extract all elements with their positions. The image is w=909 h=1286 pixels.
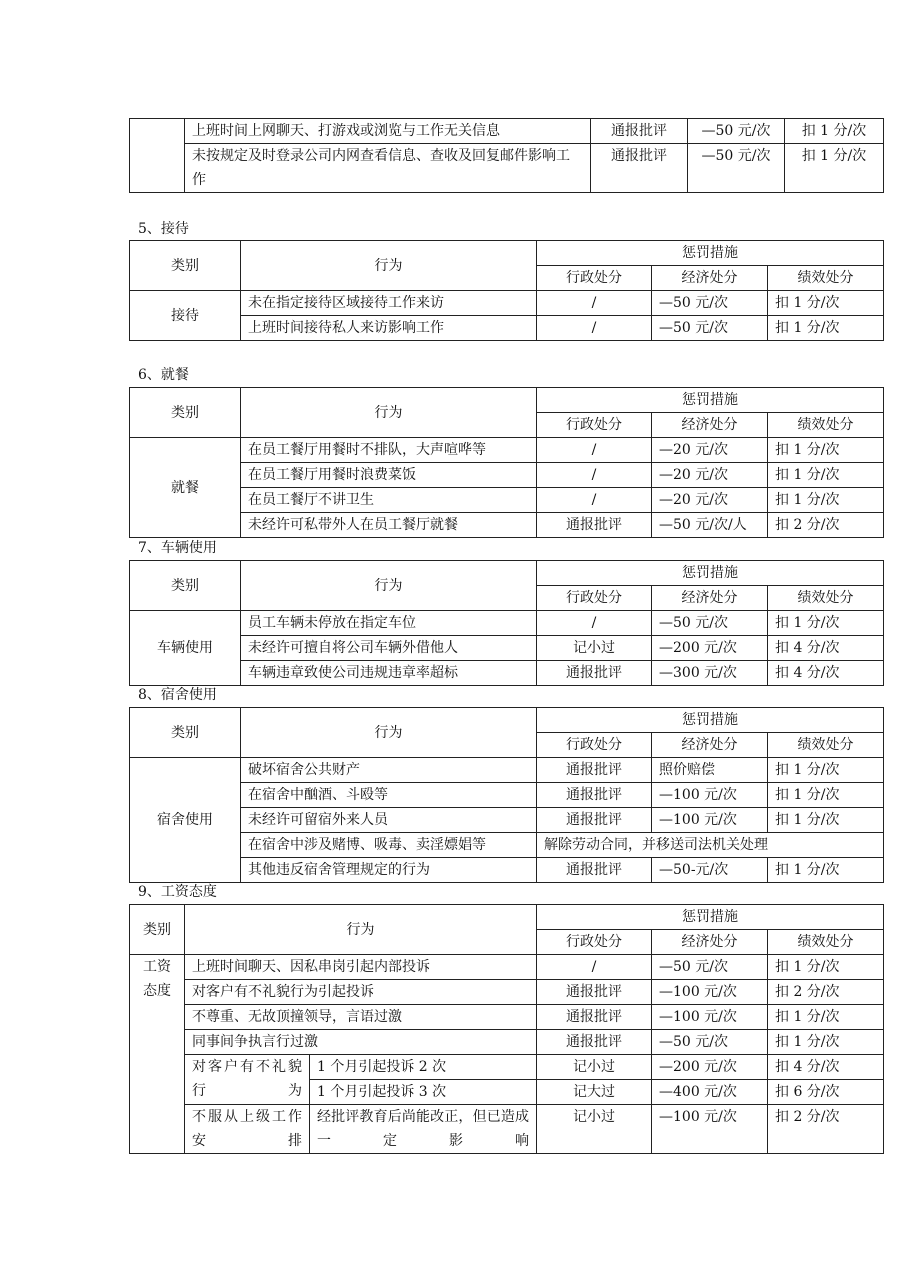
perf-cell: 扣 1 分/次: [785, 144, 884, 193]
table-row: [130, 144, 884, 193]
perf-cell: 扣 1 分/次: [768, 463, 884, 488]
table-row: [130, 119, 884, 144]
perf-cell: 扣 1 分/次: [768, 1005, 884, 1030]
header-behavior: 行为: [185, 905, 537, 955]
section-title-5: 5、接待: [138, 221, 189, 237]
behavior-cell: 对客户有不礼貌行为引起投诉: [185, 980, 537, 1005]
section-title-8: 8、宿舍使用: [138, 687, 217, 703]
header-behavior: 行为: [241, 561, 537, 611]
perf-cell: 扣 1 分/次: [785, 119, 884, 144]
econ-cell: —200 元/次: [652, 1055, 768, 1080]
header-admin: 行政处分: [537, 586, 652, 611]
table-row: [130, 955, 884, 980]
table-row: [130, 316, 884, 341]
econ-cell: —100 元/次: [652, 1005, 768, 1030]
table-row: [130, 833, 884, 858]
table-row: [130, 1030, 884, 1055]
behavior-cell: 在宿舍中涉及赌博、吸毒、卖淫嫖娼等: [241, 833, 537, 858]
behavior-cell: 在宿舍中酗酒、斗殴等: [241, 783, 537, 808]
perf-cell: 扣 1 分/次: [768, 758, 884, 783]
econ-cell: —50 元/次: [652, 611, 768, 636]
header-perf: 绩效处分: [768, 266, 884, 291]
admin-cell: 通报批评: [591, 119, 688, 144]
table-row: [130, 611, 884, 636]
table-vehicle: [129, 560, 884, 686]
perf-cell: 扣 1 分/次: [768, 438, 884, 463]
table-row: [130, 783, 884, 808]
header-behavior: 行为: [241, 388, 537, 438]
behavior-cell: 1 个月引起投诉 2 次: [310, 1055, 537, 1080]
category-cell: [130, 119, 185, 193]
econ-cell: —100 元/次: [652, 808, 768, 833]
header-perf: 绩效处分: [768, 413, 884, 438]
behavior-cell: 车辆违章致使公司违规违章率超标: [241, 661, 537, 686]
econ-cell: —50 元/次: [652, 1030, 768, 1055]
econ-cell: —50 元/次: [652, 291, 768, 316]
perf-cell: 扣 4 分/次: [768, 661, 884, 686]
subgroup-label-cell: 对客户有不礼貌行为: [185, 1055, 310, 1105]
header-admin: 行政处分: [537, 266, 652, 291]
admin-cell: /: [537, 488, 652, 513]
behavior-cell: 经批评教育后尚能改正，但已造成一定影响: [310, 1105, 537, 1154]
admin-cell: 记小过: [537, 1105, 652, 1154]
econ-cell: —200 元/次: [652, 636, 768, 661]
behavior-cell: 在员工餐厅不讲卫生: [241, 488, 537, 513]
category-cell: 工资态度: [130, 955, 185, 1154]
header-econ: 经济处分: [652, 266, 768, 291]
econ-cell: —20 元/次: [652, 463, 768, 488]
merged-penalty-cell: 解除劳动合同，并移送司法机关处理: [537, 833, 884, 858]
behavior-cell: 1 个月引起投诉 3 次: [310, 1080, 537, 1105]
header-behavior: 行为: [241, 241, 537, 291]
subgroup-label-cell: 不服从上级工作安排: [185, 1105, 310, 1154]
admin-cell: /: [537, 955, 652, 980]
table-row: [130, 488, 884, 513]
perf-cell: 扣 1 分/次: [768, 291, 884, 316]
econ-cell: —400 元/次: [652, 1080, 768, 1105]
behavior-cell: 员工车辆未停放在指定车位: [241, 611, 537, 636]
table-row: [130, 1105, 884, 1154]
table-dining: [129, 387, 884, 538]
table-top-continuation: [129, 118, 884, 193]
header-econ: 经济处分: [652, 586, 768, 611]
header-perf: 绩效处分: [768, 586, 884, 611]
econ-cell: —50 元/次: [688, 144, 785, 193]
econ-cell: 照价赔偿: [652, 758, 768, 783]
behavior-cell: 未经许可私带外人在员工餐厅就餐: [241, 513, 537, 538]
behavior-cell: 在员工餐厅用餐时浪费菜饭: [241, 463, 537, 488]
behavior-cell: 上班时间接待私人来访影响工作: [241, 316, 537, 341]
category-cell: 宿舍使用: [130, 758, 241, 883]
category-cell: 车辆使用: [130, 611, 241, 686]
table-work-attitude: [129, 904, 884, 1154]
header-penalty: 惩罚措施: [537, 241, 884, 266]
admin-cell: /: [537, 438, 652, 463]
table-row: [130, 463, 884, 488]
admin-cell: /: [537, 611, 652, 636]
admin-cell: 记大过: [537, 1080, 652, 1105]
header-penalty: 惩罚措施: [537, 561, 884, 586]
admin-cell: 记小过: [537, 1055, 652, 1080]
perf-cell: 扣 4 分/次: [768, 636, 884, 661]
header-admin: 行政处分: [537, 733, 652, 758]
perf-cell: 扣 1 分/次: [768, 808, 884, 833]
behavior-cell: 未经许可留宿外来人员: [241, 808, 537, 833]
perf-cell: 扣 2 分/次: [768, 1105, 884, 1154]
admin-cell: /: [537, 291, 652, 316]
perf-cell: 扣 1 分/次: [768, 1030, 884, 1055]
econ-cell: —20 元/次: [652, 438, 768, 463]
header-category: 类别: [130, 388, 241, 438]
header-admin: 行政处分: [537, 930, 652, 955]
econ-cell: —100 元/次: [652, 1105, 768, 1154]
behavior-cell: 其他违反宿舍管理规定的行为: [241, 858, 537, 883]
perf-cell: 扣 4 分/次: [768, 1055, 884, 1080]
header-row: [130, 241, 884, 266]
econ-cell: —50 元/次: [688, 119, 785, 144]
header-category: 类别: [130, 241, 241, 291]
perf-cell: 扣 2 分/次: [768, 980, 884, 1005]
behavior-cell: 在员工餐厅用餐时不排队，大声喧哗等: [241, 438, 537, 463]
perf-cell: 扣 2 分/次: [768, 513, 884, 538]
econ-cell: —50 元/次: [652, 955, 768, 980]
behavior-cell: 破坏宿舍公共财产: [241, 758, 537, 783]
header-econ: 经济处分: [652, 930, 768, 955]
header-category: 类别: [130, 905, 185, 955]
section-title-9: 9、工资态度: [138, 884, 217, 900]
header-row: [130, 388, 884, 413]
perf-cell: 扣 1 分/次: [768, 858, 884, 883]
table-row: [130, 291, 884, 316]
table-row: [130, 980, 884, 1005]
header-category: 类别: [130, 708, 241, 758]
header-perf: 绩效处分: [768, 733, 884, 758]
admin-cell: 通报批评: [537, 758, 652, 783]
behavior-cell: 上班时间聊天、因私串岗引起内部投诉: [185, 955, 537, 980]
perf-cell: 扣 1 分/次: [768, 955, 884, 980]
admin-cell: 通报批评: [537, 513, 652, 538]
admin-cell: 通报批评: [537, 783, 652, 808]
econ-cell: —20 元/次: [652, 488, 768, 513]
behavior-cell: 未经许可擅自将公司车辆外借他人: [241, 636, 537, 661]
econ-cell: —100 元/次: [652, 980, 768, 1005]
header-admin: 行政处分: [537, 413, 652, 438]
econ-cell: —300 元/次: [652, 661, 768, 686]
econ-cell: —100 元/次: [652, 783, 768, 808]
perf-cell: 扣 1 分/次: [768, 611, 884, 636]
perf-cell: 扣 6 分/次: [768, 1080, 884, 1105]
table-row: [130, 808, 884, 833]
table-row: [130, 1005, 884, 1030]
behavior-cell: 未按规定及时登录公司内网查看信息、查收及回复邮件影响工作: [185, 144, 591, 193]
perf-cell: 扣 1 分/次: [768, 488, 884, 513]
header-econ: 经济处分: [652, 413, 768, 438]
table-dormitory: [129, 707, 884, 883]
header-row: [130, 561, 884, 586]
header-row: [130, 708, 884, 733]
table-row: [130, 758, 884, 783]
category-cell: 接待: [130, 291, 241, 341]
table-row: [130, 858, 884, 883]
category-cell: 就餐: [130, 438, 241, 538]
admin-cell: 通报批评: [537, 1005, 652, 1030]
behavior-cell: 上班时间上网聊天、打游戏或浏览与工作无关信息: [185, 119, 591, 144]
table-row: [130, 438, 884, 463]
header-behavior: 行为: [241, 708, 537, 758]
header-penalty: 惩罚措施: [537, 708, 884, 733]
header-econ: 经济处分: [652, 733, 768, 758]
admin-cell: 通报批评: [537, 808, 652, 833]
behavior-cell: 不尊重、无故顶撞领导，言语过激: [185, 1005, 537, 1030]
admin-cell: 通报批评: [537, 1030, 652, 1055]
behavior-cell: 同事间争执言行过激: [185, 1030, 537, 1055]
table-reception: [129, 240, 884, 341]
econ-cell: —50 元/次/人: [652, 513, 768, 538]
header-row: [130, 905, 884, 930]
perf-cell: 扣 1 分/次: [768, 316, 884, 341]
section-title-7: 7、车辆使用: [138, 540, 217, 556]
header-perf: 绩效处分: [768, 930, 884, 955]
header-penalty: 惩罚措施: [537, 905, 884, 930]
admin-cell: 记小过: [537, 636, 652, 661]
table-row: [130, 1055, 884, 1080]
header-penalty: 惩罚措施: [537, 388, 884, 413]
section-title-6: 6、就餐: [138, 367, 189, 383]
perf-cell: 扣 1 分/次: [768, 783, 884, 808]
header-category: 类别: [130, 561, 241, 611]
behavior-cell: 未在指定接待区域接待工作来访: [241, 291, 537, 316]
admin-cell: /: [537, 316, 652, 341]
table-row: [130, 636, 884, 661]
econ-cell: —50-元/次: [652, 858, 768, 883]
admin-cell: 通报批评: [537, 980, 652, 1005]
admin-cell: 通报批评: [537, 858, 652, 883]
econ-cell: —50 元/次: [652, 316, 768, 341]
admin-cell: 通报批评: [591, 144, 688, 193]
table-row: [130, 661, 884, 686]
admin-cell: /: [537, 463, 652, 488]
table-row: [130, 513, 884, 538]
admin-cell: 通报批评: [537, 661, 652, 686]
